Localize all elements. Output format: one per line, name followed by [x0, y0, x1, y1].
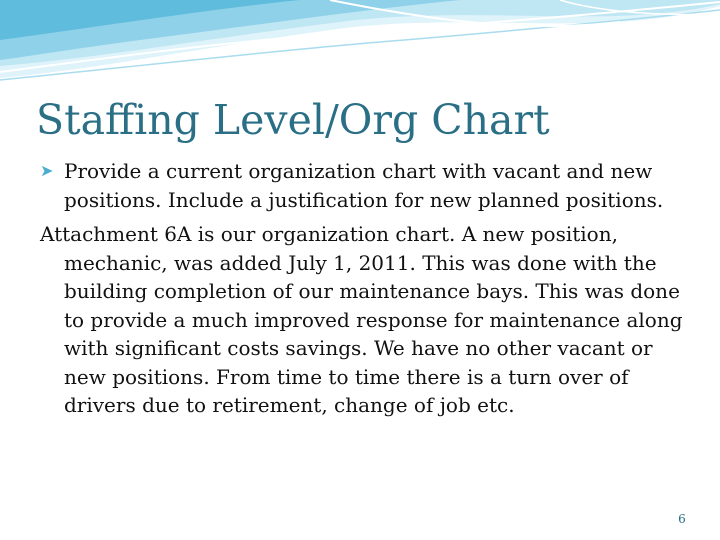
header-wave-decoration	[0, 0, 720, 90]
bullet-text: Provide a current organization chart with vacant and new positions. Include a justification for new planned positions.	[64, 159, 664, 212]
bullet-item	[40, 157, 690, 214]
page-number: 6	[678, 512, 686, 526]
arrow-bullet-icon: ➤	[40, 161, 54, 180]
slide-body	[40, 157, 690, 420]
slide-title: Staffing Level/Org Chart	[36, 96, 550, 144]
body-paragraph: Attachment 6A is our organization chart. A new position, mechanic, was added July 1, 2011. This was done with the building completion of our maintenance bays. This was done to provide a much improved response for maintenance along with significant costs savings. We have no other vacant or new positions. From time to time there is a turn over of drivers due to retirement, change of job etc.	[40, 222, 683, 417]
